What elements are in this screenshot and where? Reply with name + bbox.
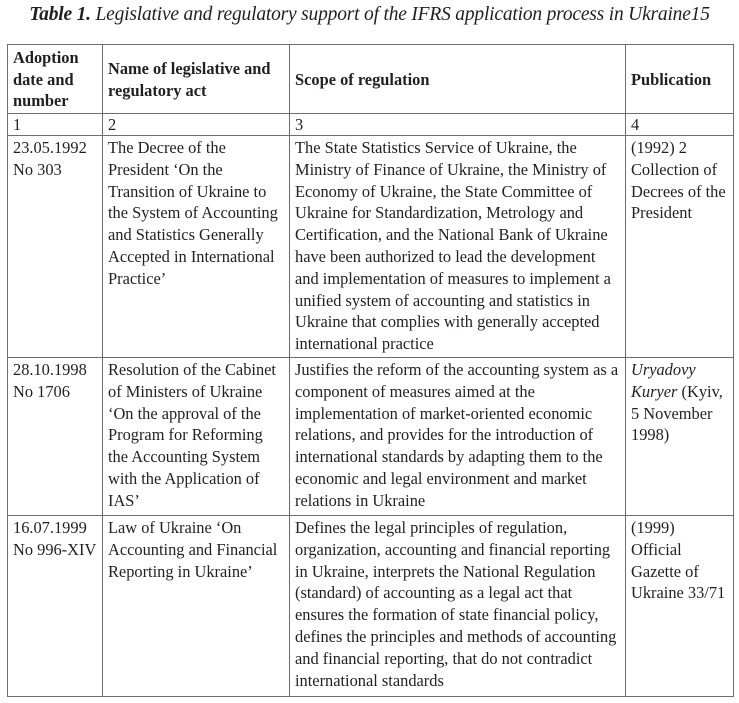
table-caption bbox=[0, 4, 739, 26]
cell-date-number: 28.10.1998 No 1706 bbox=[8, 358, 103, 516]
legislation-table bbox=[7, 44, 734, 697]
column-number: 4 bbox=[626, 114, 734, 136]
cell-date-number: 16.07.1999 No 996-XIV bbox=[8, 516, 103, 697]
cell-publication: (1999) Official Gazette of Ukraine 33/71 bbox=[626, 516, 734, 697]
cell-scope: Defines the legal principles of regulation, organization, accounting and financial reporting in Ukraine, interprets the National Regulation (standard) of accounting as a legal act that ensures the formation of state financial policy, defines the principles and methods of accounting and financial reporting, that do not contradict international standards bbox=[290, 516, 626, 697]
column-number-row bbox=[8, 114, 734, 136]
header-row bbox=[8, 45, 734, 114]
header-publication: Publication bbox=[626, 45, 734, 114]
cell-scope: Justifies the reform of the accounting system as a component of measures aimed at the implementation of market-oriented economic relations, and provides for the introduction of international standards by adapting them to the economic and legal environment and market relations in Ukraine bbox=[290, 358, 626, 516]
cell-scope: The State Statistics Service of Ukraine, the Ministry of Finance of Ukraine, the Ministry of Economy of Ukraine, the State Committee of Ukraine for Standardization, Metrology and Certification, and the National Bank of Ukraine have been authorized to lead the development and implementation of measures to implement a unified system of accounting and statistics in Ukraine that complies with generally accepted international practice bbox=[290, 136, 626, 358]
header-act-name: Name of legislative and regulatory act bbox=[103, 45, 290, 114]
caption-label: Table 1. bbox=[29, 4, 91, 25]
cell-act-name: Law of Ukraine ‘On Accounting and Financial Reporting in Ukraine’ bbox=[103, 516, 290, 697]
cell-publication: (1992) 2 Collection of Decrees of the President bbox=[626, 136, 734, 358]
column-number: 3 bbox=[290, 114, 626, 136]
cell-date-number: 23.05.1992 No 303 bbox=[8, 136, 103, 358]
header-adoption-date: Adoption date and number bbox=[8, 45, 103, 114]
header-scope: Scope of regulation bbox=[290, 45, 626, 114]
caption-text: Legislative and regulatory support of the IFRS application process in Ukraine15 bbox=[95, 4, 710, 25]
publication-detail: (Kyiv, 5 November 1998) bbox=[631, 381, 723, 445]
table-row bbox=[8, 136, 734, 358]
cell-act-name: Resolution of the Cabinet of Ministers of Ukraine ‘On the approval of the Program for Reforming the Accounting System with the Application of IAS’ bbox=[103, 358, 290, 516]
table-row bbox=[8, 358, 734, 516]
column-number: 2 bbox=[103, 114, 290, 136]
cell-act-name: The Decree of the President ‘On the Transition of Ukraine to the System of Accounting and Statistics Generally Accepted in International Practice’ bbox=[103, 136, 290, 358]
publication-title: Uryadovy Kuryer bbox=[631, 360, 696, 401]
table-row bbox=[8, 516, 734, 697]
column-number: 1 bbox=[8, 114, 103, 136]
cell-publication bbox=[626, 358, 734, 516]
